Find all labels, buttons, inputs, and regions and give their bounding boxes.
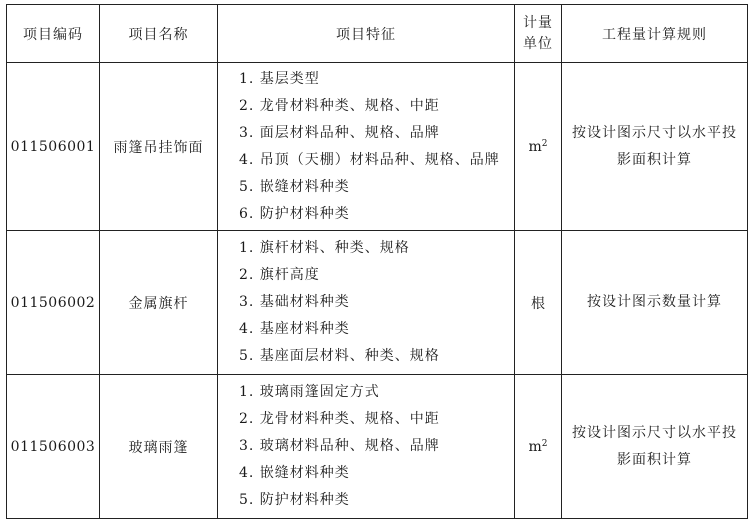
item-rule: 按设计图示尺寸以水平投影面积计算 xyxy=(562,375,748,519)
unit-superscript: 2 xyxy=(541,138,548,149)
feature-line: 4. 基座材料种类 xyxy=(239,321,350,337)
feature-line: 6. 防护材料种类 xyxy=(239,205,350,222)
item-name: 金属旗杆 xyxy=(100,231,218,375)
unit-base: 根 xyxy=(531,295,545,312)
feature-line: 4. 吊顶（天棚）材料品种、规格、品牌 xyxy=(239,151,500,168)
header-row xyxy=(7,5,748,63)
header-unit-line2: 单位 xyxy=(523,35,553,52)
item-unit xyxy=(515,375,562,519)
feature-line: 1. 旗杆材料、种类、规格 xyxy=(239,240,410,256)
feature-line: 3. 面层材料品种、规格、品牌 xyxy=(239,124,440,141)
feature-line: 2. 龙骨材料种类、规格、中距 xyxy=(239,411,440,427)
unit-base: m xyxy=(528,138,542,155)
item-rule: 按设计图示尺寸以水平投影面积计算 xyxy=(562,63,748,231)
feature-line: 1. 基层类型 xyxy=(239,70,320,87)
feature-line: 3. 玻璃材料品种、规格、品牌 xyxy=(239,438,440,454)
feature-line: 3. 基础材料种类 xyxy=(239,294,350,310)
item-features xyxy=(218,375,515,519)
header-unit xyxy=(515,5,562,63)
table-row xyxy=(7,63,748,231)
feature-line: 5. 防护材料种类 xyxy=(239,492,350,508)
header-rule: 工程量计算规则 xyxy=(562,5,748,63)
table-row xyxy=(7,375,748,519)
feature-line: 1. 玻璃雨篷固定方式 xyxy=(239,384,380,400)
item-name: 玻璃雨篷 xyxy=(100,375,218,519)
feature-line: 4. 嵌缝材料种类 xyxy=(239,465,350,481)
unit-base: m xyxy=(528,438,542,455)
header-features: 项目特征 xyxy=(218,5,515,63)
header-name: 项目名称 xyxy=(100,5,218,63)
header-unit-line1: 计量 xyxy=(523,14,553,31)
item-code: 011506003 xyxy=(7,375,100,519)
feature-line: 5. 嵌缝材料种类 xyxy=(239,178,350,195)
feature-line: 5. 基座面层材料、种类、规格 xyxy=(239,348,440,364)
feature-line: 2. 龙骨材料种类、规格、中距 xyxy=(239,97,440,114)
feature-line: 2. 旗杆高度 xyxy=(239,267,320,283)
header-code: 项目编码 xyxy=(7,5,100,63)
bill-of-quantities-table xyxy=(6,4,748,519)
item-rule: 按设计图示数量计算 xyxy=(562,231,748,375)
item-code: 011506002 xyxy=(7,231,100,375)
item-unit xyxy=(515,63,562,231)
item-unit xyxy=(515,231,562,375)
table-row xyxy=(7,231,748,375)
item-code: 011506001 xyxy=(7,63,100,231)
item-features xyxy=(218,63,515,231)
bill-of-quantities-table-wrapper xyxy=(6,4,748,519)
item-name: 雨篷吊挂饰面 xyxy=(100,63,218,231)
item-features xyxy=(218,231,515,375)
unit-superscript: 2 xyxy=(541,438,548,449)
